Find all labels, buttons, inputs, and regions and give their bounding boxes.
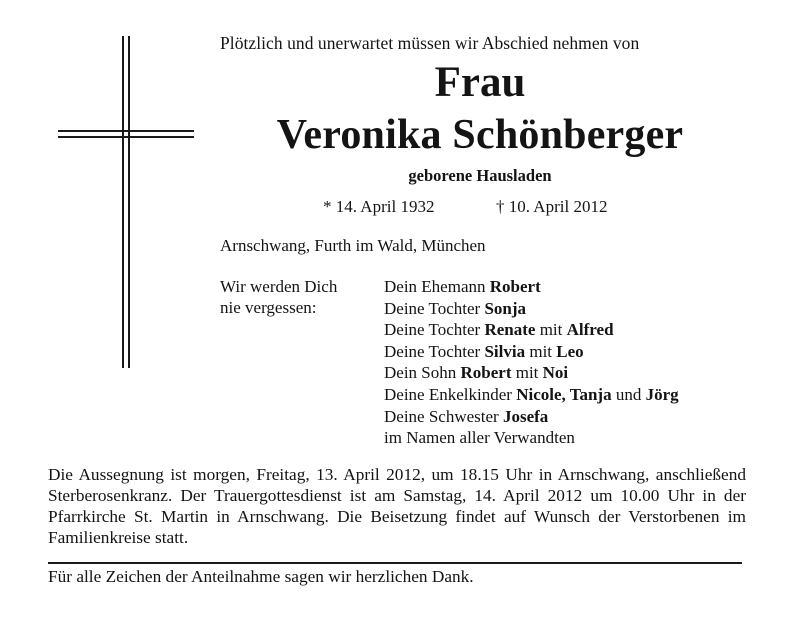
divider — [48, 562, 742, 564]
birth-date: * 14. April 1932 — [323, 197, 435, 216]
mourner-line: Dein Sohn Robert mit Noi — [384, 363, 569, 383]
title-text: Frau — [434, 59, 526, 106]
maiden-name: geborene Hausladen — [408, 166, 552, 185]
deceased-name: Veronika Schönberger — [276, 112, 684, 158]
mourner-line: im Namen aller Verwandten — [384, 428, 575, 448]
mourner-line: Deine Enkelkinder Nicole, Tanja und Jörg — [384, 384, 679, 404]
mourner-line: Deine Tochter Sonja — [384, 298, 527, 318]
cross-icon — [58, 36, 194, 368]
mourner-line: Deine Tochter Silvia mit Leo — [384, 341, 584, 361]
farewell-line: nie vergessen: — [220, 298, 317, 317]
farewell-text — [220, 276, 337, 318]
mourner-line: Deine Schwester Josefa — [384, 406, 549, 426]
intro-text: Plötzlich und unerwartet müssen wir Abschied nehmen von — [220, 33, 640, 53]
mourners-list — [384, 276, 679, 449]
service-info: Die Aussegnung ist morgen, Freitag, 13. April 2012, um 18.15 Uhr in Arnschwang, anschließend Sterberosenkranz. Der Trauergottesdienst ist am Samstag, 14. April 2012 um 10.00 Uhr in der Pfarrkirche St. Martin in Arnschwang. Die Beisetzung findet auf Wunsch der Verstorbenen im Familienkreise statt. — [48, 465, 746, 547]
farewell-line: Wir werden Dich — [220, 277, 338, 296]
death-date: † 10. April 2012 — [496, 197, 608, 216]
thanks-text: Für alle Zeichen der Anteilnahme sagen wir herzlichen Dank. — [48, 567, 474, 586]
mourner-line: Dein Ehemann Robert — [384, 277, 541, 296]
mourner-line: Deine Tochter Renate mit Alfred — [384, 320, 614, 340]
places-text: Arnschwang, Furth im Wald, München — [220, 236, 486, 255]
